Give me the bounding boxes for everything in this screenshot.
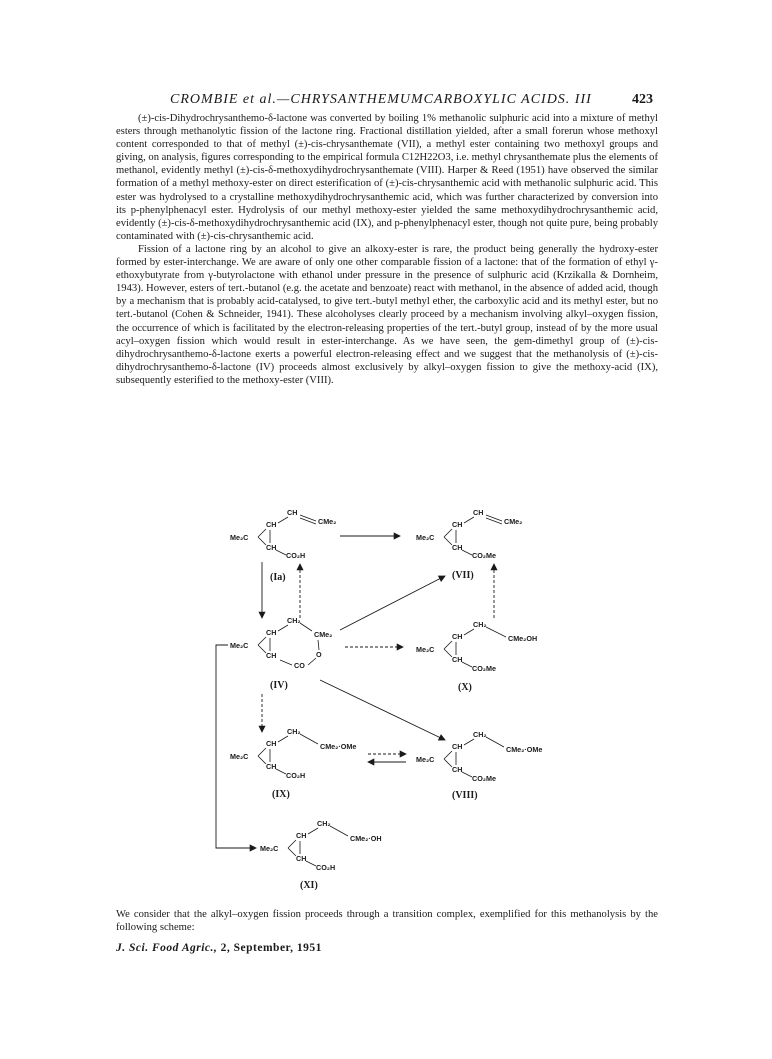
closing-text (116, 908, 658, 934)
IV-me2c: Me₂C (230, 641, 249, 650)
VII-me2c: Me₂C (416, 533, 435, 542)
closing-paragraph: We consider that the alkyl–oxygen fission proceeds through a transition complex, exemplified for this methanolysis by the following scheme: (116, 909, 658, 934)
IV-ch2: CH₂ (287, 616, 301, 625)
IX-label: (IX) (272, 789, 290, 800)
Ia-label: (Ia) (270, 572, 286, 583)
IV-co: CO (294, 661, 305, 670)
VIII-me2c: Me₂C (416, 755, 435, 764)
X-co2me: CO₂Me (472, 664, 496, 673)
reaction-scheme (200, 500, 600, 890)
X-cme2oh: CMe₂OH (508, 634, 538, 643)
X-ch-top: CH (452, 632, 463, 641)
compound-X (416, 620, 537, 693)
XI-cme2oh: CMe₂·OH (350, 834, 382, 843)
page-number: 423 (632, 92, 653, 107)
IV-ch-top: CH (266, 628, 277, 637)
XI-ch-top: CH (296, 831, 307, 840)
svg-text:CH: CH (287, 508, 298, 517)
IX-ch-bottom: CH (266, 762, 277, 771)
compound-IX (230, 727, 356, 800)
VIII-ch2: CH₂ (473, 730, 487, 739)
XI-ch2: CH₂ (317, 819, 331, 828)
VIII-cme2ome: CMe₂·OMe (506, 745, 543, 754)
IV-o: O (316, 650, 322, 659)
VIII-label: (VIII) (452, 790, 478, 801)
IV-ch-bottom: CH (266, 651, 277, 660)
journal-name: J. Sci. Food Agric., (116, 942, 218, 954)
paragraph-1: (±)-cis-Dihydrochrysanthemo-δ-lactone was converted by boiling 1% methanolic sulphuric acid into a mixture of methyl esters through methanolytic fission of the lactone ring. Fractional distillation yielded, after a small forerun whose methoxyl content corresponded to that of methyl (±)-cis-chrysanthemate (VII), a methyl ester containing two methoxyl groups and giving, on analysis, figures corresponding to the empirical formula C12H22O3, i.e. methyl chrysanthemate plus the elements of methanol, evidently methyl (±)-cis-δ-methoxydihydrochrysanthemate (VIII). Harper & Reed (1951) have observed the similar formation of a methyl methoxy-ester on direct esterification of (±)-cis-chrysanthemic acid with methanolic sulphuric acid. This ester was hydrolysed to a crystalline methoxydihydrochrysanthemic acid, which was further characterized by conversion into its p-phenylphenacyl ester. Hydrolysis of our methyl methoxy-ester yielded the same methoxydihydrochrysanthemic acid, evidently (±)-cis-δ-methoxydihydrochrysanthemic acid (IX), and p-phenylphenacyl ester, though not quite pure, being probably contaminated with (±)-cis-chrysanthemic acid. (116, 113, 658, 242)
reaction-scheme-svg (200, 500, 600, 890)
Ia-cme2: CMe₂ (318, 517, 337, 526)
Ia-co2h: CO₂H (286, 551, 306, 560)
running-title: CROMBIE et al.—CHRYSANTHEMUMCARBOXYLIC ACIDS. III (170, 92, 592, 107)
X-me2c: Me₂C (416, 645, 435, 654)
IX-me2c: Me₂C (230, 752, 249, 761)
VII-ch-bottom: CH (452, 543, 463, 552)
compound-VII (416, 508, 522, 581)
compound-Ia (230, 508, 336, 583)
IV-cme2: CMe₂ (314, 630, 333, 639)
IV-label: (IV) (270, 680, 288, 691)
Ia-ch-bottom: CH (266, 543, 277, 552)
journal-footer (116, 942, 322, 954)
IX-co2h: CO₂H (286, 771, 306, 780)
VII-cme2: CMe₂ (504, 517, 523, 526)
svg-text:CH: CH (473, 508, 484, 517)
paragraph-2: Fission of a lactone ring by an alcohol to give an alkoxy-ester is rare, the product being generally the hydroxy-ester formed by ester-interchange. We are aware of only one other comparable fission of a lactone: that of the formation of ethyl γ-ethoxybutyrate from γ-butyrolactone with ethanol under pressure in the presence of sulphuric acid (Krzikalla & Dornheim, 1943). However, esters of tert.-butanol (e.g. the acetate and benzoate) react with methanol, in the absence of added acid, though by a mechanism that is probably acid-catalysed, to give tert.-butyl methyl ether, the carboxylic acid and its methyl ester, but no tert.-butanol (Cohen & Schneider, 1941). These alcoholyses clearly proceed by a mechanism involving alkyl–oxygen fission, the occurrence of which is facilitated by the electron-releasing properties of the tert.-butyl group, instead of by the more usual acyl–oxygen fission which would result in ester-interchange. As we have seen, the gem-dimethyl group of (±)-cis-dihydrochrysanthemo-δ-lactone exerts a powerful electron-releasing effect and we suggest that the methanolysis of (±)-cis-dihydrochrysanthemo-δ-lactone (IV) proceeds almost exclusively by alkyl–oxygen fission to give the methoxy-acid (IX), subsequently esterified to the methoxy-ester (VIII). (116, 243, 658, 386)
Ia-ch-top: CH (266, 520, 277, 529)
VIII-co2me: CO₂Me (472, 774, 496, 783)
body-text (116, 112, 658, 387)
XI-co2h: CO₂H (316, 863, 336, 872)
XI-me2c: Me₂C (260, 844, 279, 853)
IX-cme2ome: CMe₂·OMe (320, 742, 357, 751)
compound-VIII (416, 730, 542, 801)
VIII-ch-bottom: CH (452, 765, 463, 774)
IX-ch-top: CH (266, 739, 277, 748)
IX-ch2: CH₂ (287, 727, 301, 736)
VII-label: (VII) (452, 570, 474, 581)
Ia-me2c: Me₂C (230, 533, 249, 542)
journal-issue: 2, September, 1951 (220, 942, 322, 954)
X-label: (X) (458, 682, 472, 693)
X-ch-bottom: CH (452, 655, 463, 664)
XI-label: (XI) (300, 880, 318, 891)
XI-ch-bottom: CH (296, 854, 307, 863)
VIII-ch-top: CH (452, 742, 463, 751)
X-ch2: CH₂ (473, 620, 487, 629)
compound-XI (260, 819, 382, 891)
VII-ch-top: CH (452, 520, 463, 529)
VII-co2me: CO₂Me (472, 551, 496, 560)
compound-IV (230, 616, 332, 691)
